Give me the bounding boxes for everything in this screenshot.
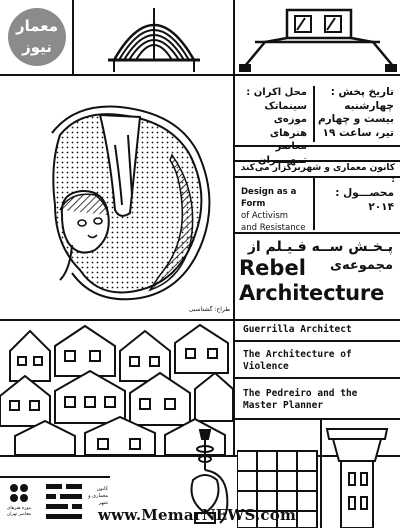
- venue: [237, 86, 307, 167]
- film-3-line1: The Pedreiro and the: [243, 388, 358, 399]
- logo-line1: معمار: [15, 17, 59, 35]
- product: [318, 186, 394, 214]
- screening-date-line3: تیر، ساعت ۱۹: [322, 126, 394, 139]
- film-item-1: [243, 324, 398, 336]
- organizer: کانون معماری و شهربرگزار می‌کند :: [240, 163, 395, 185]
- theme: [241, 186, 311, 234]
- frame-line: [235, 340, 400, 342]
- series-title-line2: Architecture: [239, 281, 385, 305]
- product-year: ۲۰۱۴: [368, 201, 394, 213]
- illustration-caption: طراح: گشتاسبی: [188, 306, 230, 313]
- film-3-line2: Master Planner: [243, 400, 324, 411]
- film-2-line2: Violence: [243, 361, 289, 372]
- product-label: محصـــول :: [335, 187, 394, 199]
- sponsor-1: موزه هنرهای معاصر تهران: [6, 506, 32, 517]
- memar-news-logo: [8, 8, 66, 66]
- bridge-illustration-icon: [235, 0, 400, 74]
- film-item-2: [243, 349, 398, 373]
- portrait-illustration-icon: [20, 95, 220, 310]
- theme-line3: and Resistance: [241, 223, 306, 233]
- sponsor-center-logo-icon: [44, 482, 84, 522]
- frame-line: [0, 74, 400, 76]
- theme-line1: Design as a Form: [241, 187, 297, 209]
- venue-line1: سینماتک موزه‌ی: [264, 100, 307, 125]
- film-item-3: [243, 388, 398, 412]
- sponsor-2: کانون معماری و شهر: [88, 486, 108, 506]
- sponsor-museum-logo-icon: [6, 481, 32, 505]
- frame-line: [0, 476, 110, 478]
- screening-date-label: تاریخ پخش :: [330, 86, 394, 98]
- series-fa-line1: پـخـش ســه فـیـلم از: [247, 239, 393, 255]
- logo-line2: نیوز: [22, 38, 52, 56]
- series-title-line1: Rebel: [239, 256, 306, 280]
- screening-date-line2: بیست و چهارم: [317, 113, 394, 125]
- film-1-line1: Guerrilla Architect: [243, 324, 352, 335]
- screening-date-line1: چهارشنبه: [344, 99, 394, 112]
- tent-illustration-icon: [74, 0, 233, 74]
- venue-line2: هنرهای معاصر: [269, 127, 307, 152]
- film-2-line1: The Architecture of: [243, 349, 352, 360]
- venue-line3: تــهــــران: [257, 154, 307, 166]
- venue-label: محل اکران :: [246, 87, 307, 98]
- screening-date: [314, 86, 394, 140]
- frame-line: [235, 377, 400, 379]
- series-fa-line2: مجموعه‌ی: [330, 258, 393, 273]
- watermark: www.MemarNEWS.com: [98, 506, 297, 524]
- theme-line2: of Activism: [241, 211, 289, 221]
- frame-line: [235, 418, 400, 420]
